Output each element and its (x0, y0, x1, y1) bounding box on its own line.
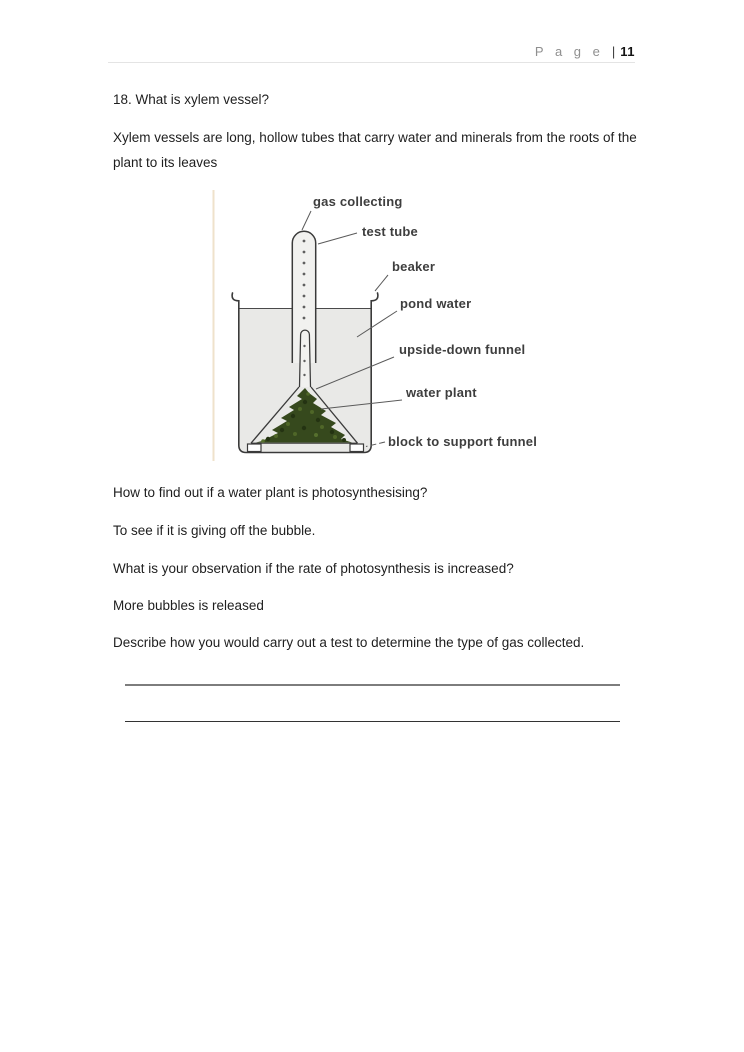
answer-more-bubbles: More bubbles is released (113, 598, 264, 613)
support-block-right (350, 444, 364, 452)
answer-blank-line-1 (125, 684, 620, 686)
question-18-title: 18. What is xylem vessel? (113, 92, 270, 107)
question-photosynthesising: How to find out if a water plant is photosynthesising? (113, 485, 428, 500)
header-rule (108, 62, 635, 63)
question-18-answer-line-1: Xylem vessels are long, hollow tubes that carry water and minerals from the roots of the (113, 130, 637, 145)
label-gas-collecting: gas collecting (313, 194, 403, 209)
label-block-support: block to support funnel (388, 434, 538, 449)
page-word: P a g e (534, 44, 604, 59)
funnel-stem (300, 330, 311, 387)
label-upside-down-funnel: upside-down funnel (399, 342, 526, 357)
label-water-plant: water plant (406, 385, 477, 400)
page-number: 11 (620, 44, 635, 59)
page-header (108, 44, 635, 59)
question-18-answer-line-2: plant to its leaves (113, 155, 218, 170)
label-beaker: beaker (392, 259, 436, 274)
support-block-left (248, 444, 262, 452)
question-observation: What is your observation if the rate of photosynthesis is increased? (113, 561, 514, 576)
question-describe-test: Describe how you would carry out a test to determine the type of gas collected. (113, 635, 585, 650)
page-separator: | (611, 44, 616, 59)
label-test-tube: test tube (362, 224, 418, 239)
experiment-diagram (205, 188, 645, 465)
answer-bubble: To see if it is giving off the bubble. (113, 523, 316, 538)
answer-blank-line-2 (125, 721, 620, 722)
label-pond-water: pond water (400, 296, 472, 311)
